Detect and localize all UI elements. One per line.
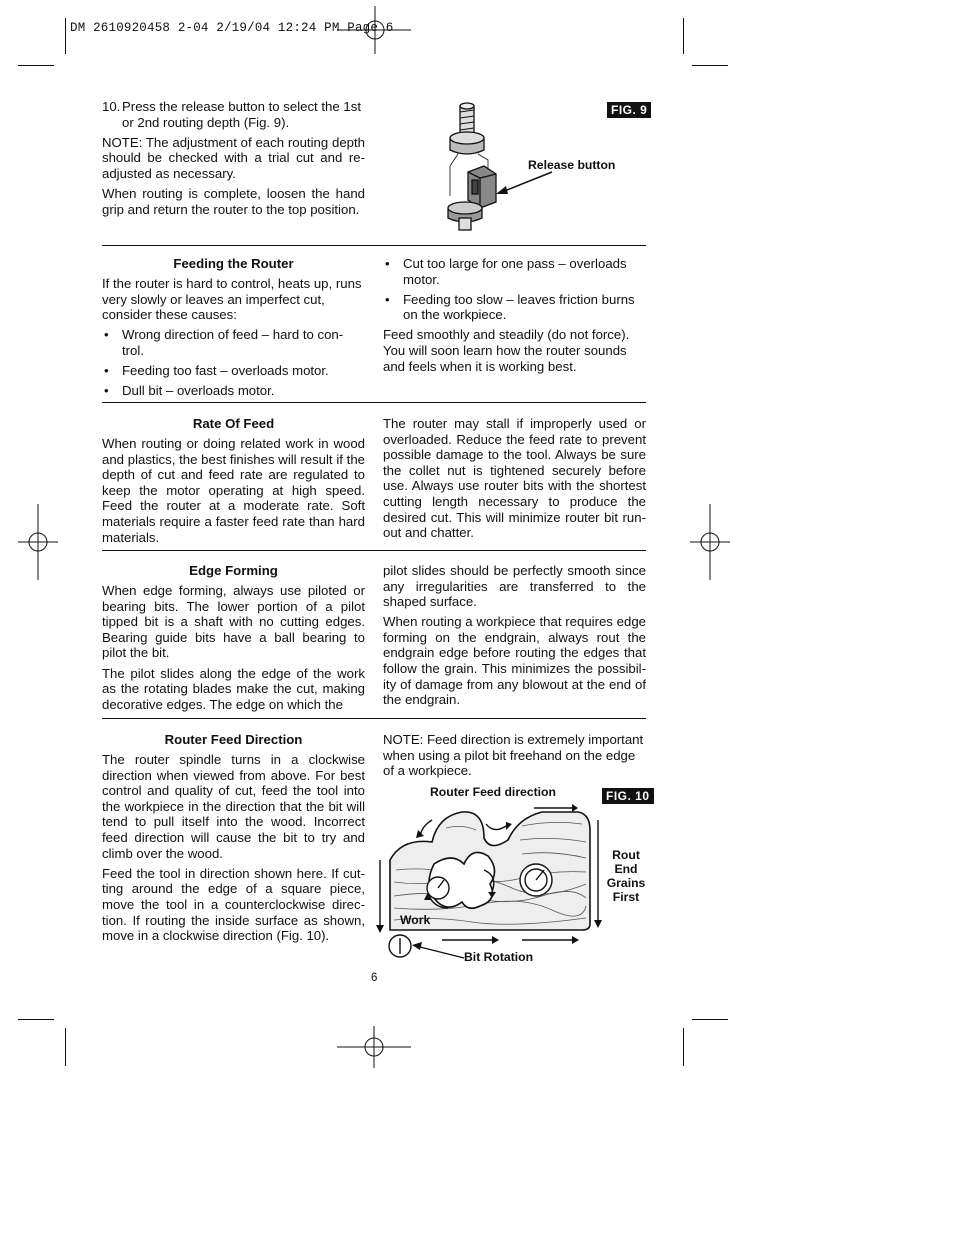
work-label: Work — [400, 913, 431, 927]
edge-left-column — [102, 563, 365, 717]
page-number: 6 — [371, 972, 378, 984]
feeding-bullet: • Feeding too fast – overloads motor. — [102, 363, 365, 379]
step-10-block — [102, 99, 365, 222]
feeding-bullet: • Cut too large for one pass – overloads motor. — [383, 256, 646, 287]
edge-title: Edge Forming — [189, 563, 278, 578]
rout-end-grains-first-label — [604, 848, 648, 904]
rate-right-column — [383, 416, 646, 545]
rout-label: Rout — [612, 848, 640, 862]
routing-complete-text: When routing is complete, loosen the hand grip and return the router to the top position. — [102, 185, 365, 217]
rate-text-left: When routing or doing related work in wood and plastics, the best finishes will result if the depth of cut and feed rate are regulated to keep the motor operating at high speed. Feed the router at a moderate rate. Soft materials require a faster feed rate than hard materials. — [102, 436, 365, 545]
end-label: End — [614, 862, 638, 876]
step-10-text: Press the release button to select the 1st or 2nd routing depth (Fig. 9). — [122, 99, 361, 130]
section-divider — [102, 718, 646, 719]
section-divider — [102, 245, 646, 246]
feeding-bullet: • Feeding too slow – leaves friction burns on the workpiece. — [383, 292, 646, 323]
feeding-title: Feeding the Router — [173, 256, 294, 271]
feeding-bullet: • Dull bit – overloads motor. — [102, 383, 365, 399]
rate-text-right: The router may stall if improperly used or overloaded. Reduce the feed rate to prevent possible damage to the tool. Always be sure the collet nut is tightened securely before use. Always use router bits with the shortest cutting length necessary to produce the desired cut. This will minimize router bit run-out and chatter. — [383, 416, 646, 541]
direction-left-column — [102, 732, 365, 948]
feeding-right-column — [383, 256, 646, 379]
edge-p3: pilot slides should be perfectly smooth since any irregularities are transferred to the shaped surface. — [383, 563, 646, 610]
rate-left-column — [102, 416, 365, 550]
direction-right-column — [383, 732, 646, 783]
direction-title: Router Feed Direction — [164, 732, 303, 747]
step-10 — [102, 99, 365, 130]
bit-rotation-label: Bit Rotation — [464, 950, 534, 964]
feeding-left-column — [102, 256, 365, 403]
section-divider — [102, 402, 646, 403]
feeding-bullet: • Wrong direction of feed – hard to con-trol. — [102, 327, 365, 358]
edge-p1: When edge forming, always use piloted or bearing bits. The lower portion of a pilot tipped bit is a shaft with no cutting edges. Bearing guide bits have a ball bearing to pilot the bit. — [102, 583, 365, 661]
section-divider — [102, 550, 646, 551]
grains-label: Grains — [606, 876, 646, 890]
direction-p2: Feed the tool in direction shown here. If cut-ting around the edge of a square piece, move the tool in a counterclockwise direc-tion. If routing the inside surface as shown, move in a clockwise direction (Fig. 10). — [102, 865, 365, 944]
fig-9-label: FIG. 9 — [607, 102, 651, 118]
edge-p2: The pilot slides along the edge of the work as the rotating blades make the cut, making decorative edges. The edge on which the — [102, 665, 365, 712]
print-slug: DM 2610920458 2-04 2/19/04 12:24 PM Page 6 — [70, 21, 394, 35]
step-number: 10. — [102, 99, 121, 114]
fig-10-illustration — [372, 800, 604, 968]
edge-right-column — [383, 563, 646, 712]
direction-note: NOTE: Feed direction is extremely important when using a pilot bit freehand on the edge of a workpiece. — [383, 732, 644, 779]
adjustment-note: NOTE: The adjustment of each routing depth should be checked with a trial cut and re-adjusted as necessary. — [102, 134, 365, 181]
feeding-intro: If the router is hard to control, heats up, runs very slowly or leaves an imperfect cut, consider these causes: — [102, 276, 362, 323]
fig-10-label: FIG. 10 — [602, 788, 654, 804]
edge-p4: When routing a workpiece that requires edge forming on the endgrain, always rout the endgrain edge before routing the edges that follow the grain. This minimizes the possibil-ity of damage from any blowout at the end of the endgrain. — [383, 614, 646, 708]
rate-title: Rate Of Feed — [192, 416, 275, 431]
fig-10-title: Router Feed direction — [430, 785, 556, 799]
direction-p1: The router spindle turns in a clockwise direction when viewed from above. For best control and quality of cut, feed the tool into the workpiece in the direction that the bit will tend to pull itself into the wood. Incorrect feed direction will cause the bit to try and climb over the wood. — [102, 752, 365, 861]
feeding-closing: Feed smoothly and steadily (do not force). You will soon learn how the router sounds and feels when it is working best. — [383, 327, 630, 374]
first-label: First — [612, 890, 640, 904]
release-button-callout: Release button — [528, 158, 616, 172]
